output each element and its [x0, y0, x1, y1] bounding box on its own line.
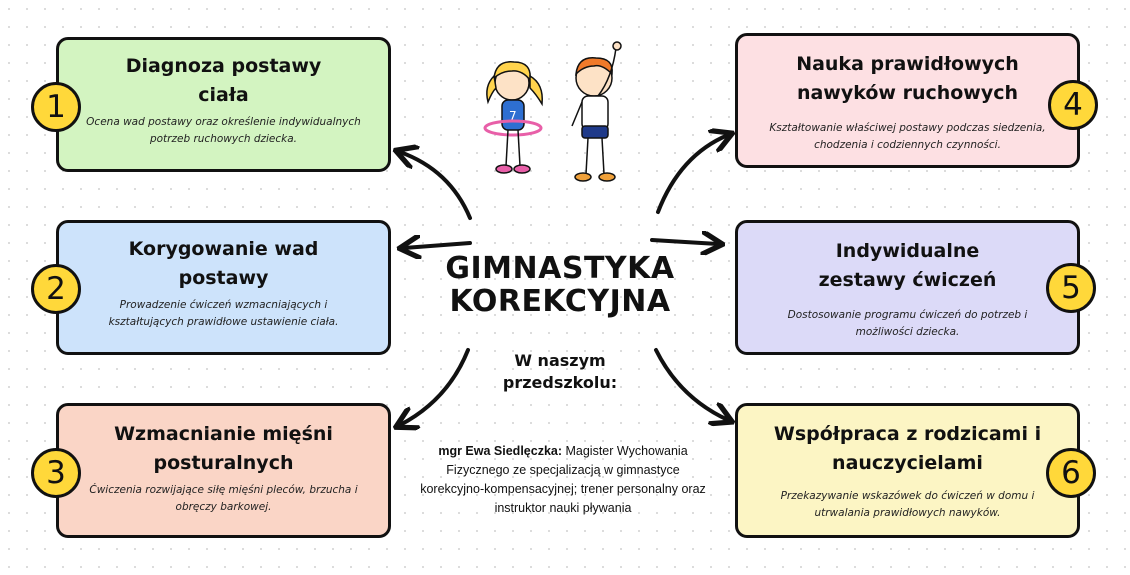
card-title: Nauka prawidłowych nawyków ruchowych	[796, 53, 1019, 104]
card-title: Wzmacnianie mięśni posturalnych	[114, 423, 333, 474]
card-title: Indywidualne zestawy ćwiczeń	[818, 240, 997, 291]
main-title	[430, 252, 690, 318]
card-korygowanie	[56, 220, 391, 355]
card-wspolpraca	[735, 403, 1080, 538]
number-badge-3: 3	[31, 448, 81, 498]
arrow-to-card-5	[652, 240, 718, 244]
arrow-to-card-2	[404, 243, 470, 248]
card-description: Dostosowanie programu ćwiczeń do potrzeb i możliwości dziecka.	[787, 309, 1028, 338]
card-description: Przekazywanie wskazówek do ćwiczeń w domu i utrwalania prawidłowych nawyków.	[780, 490, 1035, 519]
card-diagnoza	[56, 37, 391, 172]
card-title: Współpraca z rodzicami i nauczycielami	[773, 423, 1042, 474]
number-badge-6: 6	[1046, 448, 1096, 498]
arrow-to-card-1	[400, 152, 470, 218]
teacher-info	[418, 442, 708, 518]
main-title-line1: GIMNASTYKA	[445, 251, 675, 286]
arrow-to-card-4	[658, 135, 728, 212]
main-title-line2: KOREKCYJNA	[449, 284, 671, 319]
children-exercising-illustration	[482, 38, 642, 188]
arrow-to-card-3	[400, 350, 468, 425]
subtitle: W naszym przedszkolu:	[502, 351, 618, 392]
number-badge-5: 5	[1046, 263, 1096, 313]
number-badge-1: 1	[31, 82, 81, 132]
number-badge-2: 2	[31, 264, 81, 314]
number-badge-4: 4	[1048, 80, 1098, 130]
arrow-to-card-6	[656, 350, 728, 420]
card-description: Kształtowanie właściwej postawy podczas siedzenia, chodzenia i codziennych czynności.	[769, 122, 1046, 151]
card-description: Ocena wad postawy oraz określenie indywidualnych potrzeb ruchowych dziecka.	[86, 116, 361, 145]
card-title: Diagnoza postawy ciała	[125, 55, 322, 106]
teacher-name: mgr Ewa Siedlęczka:	[438, 444, 563, 458]
card-wzmacnianie	[56, 403, 391, 538]
card-description: Prowadzenie ćwiczeń wzmacniających i kształtujących prawidłowe ustawienie ciała.	[108, 299, 339, 328]
svg-text:7: 7	[509, 109, 517, 123]
teacher-description: Magister Wychowania Fizycznego ze specjalizacją w gimnastyce korekcyjno-kompensacyjnej; trener personalny oraz instruktor nauki pływania	[420, 444, 706, 515]
card-nauka	[735, 33, 1080, 168]
card-zestawy	[735, 220, 1080, 355]
card-description: Ćwiczenia rozwijające siłę mięśni pleców, brzucha i obręczy barkowej.	[89, 484, 358, 513]
card-title: Korygowanie wad postawy	[128, 238, 319, 289]
